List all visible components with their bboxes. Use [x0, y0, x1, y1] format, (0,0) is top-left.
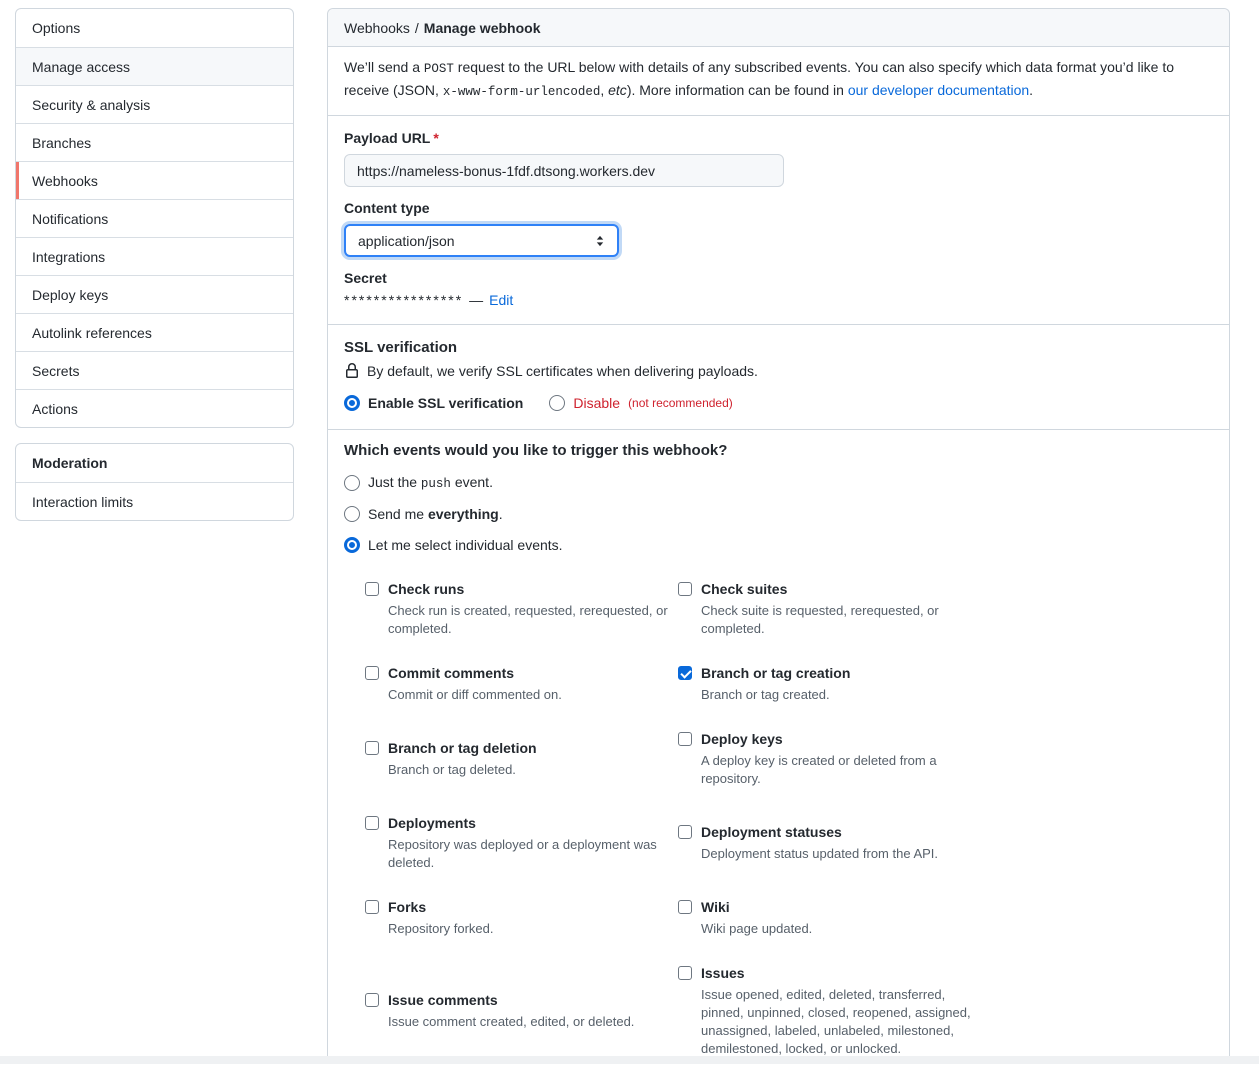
event-row[interactable]: [365, 580, 678, 599]
event-title: Check runs: [388, 581, 465, 597]
event-option-everything[interactable]: [344, 506, 1213, 522]
individual-events-radio[interactable]: [344, 537, 360, 553]
sidebar-item-webhooks[interactable]: [16, 161, 293, 199]
event-commit-comments: [365, 664, 678, 704]
webhook-form-section: [328, 116, 1229, 325]
secret-masked-value: ****************: [344, 292, 464, 308]
sidebar-item-label: Manage access: [32, 58, 131, 75]
event-description: Deployment status updated from the API.: [701, 846, 939, 861]
event-issues: [678, 964, 991, 1058]
breadcrumb-webhooks-link[interactable]: Webhooks: [344, 19, 410, 36]
event-description: Wiki page updated.: [701, 921, 813, 936]
ssl-verification-section: [328, 325, 1229, 430]
page-title: Manage webhook: [423, 19, 541, 36]
sidebar-item-options[interactable]: [16, 9, 293, 47]
sidebar-item-secrets[interactable]: [16, 351, 293, 389]
label-text: Payload URL: [344, 130, 431, 146]
moderation-nav-box: [15, 443, 294, 521]
urlencoded-code: x-www-form-urlencoded: [442, 85, 601, 99]
disable-ssl-note: (not recommended): [628, 396, 733, 410]
event-title: Wiki: [701, 899, 730, 915]
description-text: ). More information can be found in: [626, 82, 848, 98]
event-description: Issue opened, edited, deleted, transferred, pinned, unpinned, closed, reopened, assigned, unassigned, labeled, unlabeled, milestoned, demilestoned, locked, or unlocked.: [701, 987, 971, 1056]
sidebar-item-security-analysis[interactable]: [16, 85, 293, 123]
sidebar-item-label: Interaction limits: [32, 493, 134, 510]
required-asterisk: *: [433, 130, 439, 146]
everything-label: [368, 506, 503, 522]
just-push-label: [368, 474, 493, 491]
post-code: POST: [423, 62, 454, 76]
event-description: Check run is created, requested, rerequested, or completed.: [388, 603, 668, 636]
events-checkbox-grid: [365, 580, 1213, 1058]
sidebar-item-label: Security & analysis: [32, 96, 151, 113]
settings-sidebar: [15, 8, 294, 521]
payload-url-input[interactable]: [344, 154, 784, 187]
event-description: Commit or diff commented on.: [388, 687, 562, 702]
ssl-heading: SSL verification: [344, 339, 458, 356]
sidebar-item-label: Notifications: [32, 210, 109, 227]
breadcrumb-separator: /: [414, 19, 419, 36]
bottom-page-strip: [0, 1056, 1259, 1064]
payload-url-group: [344, 130, 1213, 187]
event-deployment-statuses: [678, 823, 991, 863]
event-row[interactable]: [365, 991, 678, 1010]
event-check-runs: [365, 580, 678, 638]
event-row[interactable]: [678, 823, 991, 842]
content-type-group: [344, 200, 1213, 257]
developer-documentation-link[interactable]: our developer documentation: [847, 82, 1030, 98]
wiki-checkbox[interactable]: [678, 900, 692, 914]
sidebar-item-notifications[interactable]: [16, 199, 293, 237]
description-text: .: [1029, 82, 1034, 98]
event-row[interactable]: [365, 664, 678, 683]
etc-text: etc: [608, 82, 627, 98]
secret-group: [344, 270, 1213, 308]
event-deployments: [365, 814, 678, 872]
sidebar-item-label: Webhooks: [32, 172, 98, 189]
event-description: A deploy key is created or deleted from a repository.: [701, 753, 937, 786]
issues-checkbox[interactable]: [678, 966, 692, 980]
event-wiki: [678, 898, 991, 938]
deployments-checkbox[interactable]: [365, 816, 379, 830]
settings-nav-box: [15, 8, 294, 428]
ssl-note: [344, 363, 1213, 379]
label-text: .: [498, 506, 503, 522]
label-text: Send me: [368, 506, 428, 522]
everything-radio[interactable]: [344, 506, 360, 522]
event-description: Check suite is requested, rerequested, or completed.: [701, 603, 939, 636]
event-title: Deployment statuses: [701, 824, 842, 840]
description-text: ,: [600, 82, 609, 98]
event-description: Branch or tag deleted.: [388, 762, 516, 777]
label-text: event.: [450, 474, 493, 490]
description-text: We’ll send a: [344, 59, 424, 75]
event-row[interactable]: [678, 730, 991, 749]
event-check-suites: [678, 580, 991, 638]
event-deploy-keys: [678, 730, 991, 788]
event-row[interactable]: [678, 580, 991, 599]
enable-ssl-option[interactable]: [344, 395, 523, 411]
content-type-select[interactable]: [344, 224, 619, 257]
content-type-label: Content type: [344, 200, 430, 216]
check-runs-checkbox[interactable]: [365, 582, 379, 596]
webhook-description: [328, 47, 1229, 116]
event-title: Issues: [701, 965, 745, 981]
event-issue-comments: [365, 991, 678, 1031]
individual-events-label: Let me select individual events.: [368, 537, 563, 553]
event-title: Branch or tag creation: [701, 665, 851, 681]
forks-checkbox[interactable]: [365, 900, 379, 914]
branch-tag-creation-checkbox[interactable]: [678, 666, 692, 680]
event-title: Commit comments: [388, 665, 515, 681]
sidebar-item-interaction-limits[interactable]: [16, 482, 293, 520]
description-text: request to the URL below with details of any subscribed events. You can also specify which data format you’d like to receive (JSON,: [344, 59, 1175, 98]
content-type-value: application/json: [358, 232, 455, 249]
label-text: Just the: [368, 474, 421, 490]
updown-caret-icon: [593, 234, 607, 248]
manage-webhook-panel: [327, 8, 1230, 1064]
secret-dash: —: [469, 292, 484, 308]
branch-tag-deletion-checkbox[interactable]: [365, 741, 379, 755]
event-option-individual[interactable]: [344, 537, 1213, 553]
check-suites-checkbox[interactable]: [678, 582, 692, 596]
sidebar-item-label: Branches: [32, 134, 92, 151]
deployment-statuses-checkbox[interactable]: [678, 825, 692, 839]
disable-ssl-option[interactable]: [549, 395, 732, 411]
secret-edit-link[interactable]: Edit: [489, 292, 514, 308]
ssl-note-text: By default, we verify SSL certificates when delivering payloads.: [367, 363, 758, 379]
event-row[interactable]: [678, 664, 991, 683]
event-title: Branch or tag deletion: [388, 740, 537, 756]
events-heading: Which events would you like to trigger this webhook?: [344, 442, 728, 459]
event-forks: [365, 898, 678, 938]
sidebar-item-autolink-references[interactable]: [16, 313, 293, 351]
enable-ssl-label: Enable SSL verification: [368, 395, 524, 411]
events-section: [328, 430, 1229, 1078]
disable-ssl-radio[interactable]: [549, 395, 565, 411]
commit-comments-checkbox[interactable]: [365, 666, 379, 680]
event-option-just-push[interactable]: [344, 474, 1213, 491]
everything-bold: everything: [427, 506, 499, 522]
secret-label: Secret: [344, 270, 387, 286]
sidebar-item-actions[interactable]: [16, 389, 293, 427]
just-push-radio[interactable]: [344, 475, 360, 491]
push-code: push: [420, 477, 451, 491]
sidebar-item-label: Options: [32, 20, 81, 36]
event-description: Branch or tag created.: [701, 687, 830, 702]
sidebar-item-label: Autolink references: [32, 324, 152, 341]
sidebar-item-label: Actions: [32, 400, 78, 417]
event-title: Check suites: [701, 581, 788, 597]
event-row[interactable]: [365, 814, 678, 833]
event-description: Issue comment created, edited, or deleted.: [388, 1014, 635, 1029]
enable-ssl-radio[interactable]: [344, 395, 360, 411]
sidebar-item-label: Deploy keys: [32, 286, 109, 303]
sidebar-item-manage-access[interactable]: [16, 47, 293, 85]
event-row[interactable]: [365, 898, 678, 917]
sidebar-item-label: Secrets: [32, 362, 80, 379]
sidebar-item-deploy-keys[interactable]: [16, 275, 293, 313]
disable-ssl-label: Disable: [573, 395, 621, 411]
event-row[interactable]: [678, 898, 991, 917]
ssl-radio-group: [344, 395, 1213, 411]
deploy-keys-checkbox[interactable]: [678, 732, 692, 746]
sidebar-item-branches[interactable]: [16, 123, 293, 161]
payload-url-label: [344, 130, 1213, 146]
event-branch-tag-creation: [678, 664, 991, 704]
sidebar-item-label: Integrations: [32, 248, 106, 265]
event-title: Forks: [388, 899, 427, 915]
event-title: Issue comments: [388, 992, 498, 1008]
event-title: Deployments: [388, 815, 476, 831]
sidebar-item-integrations[interactable]: [16, 237, 293, 275]
breadcrumb: [328, 9, 1229, 47]
event-title: Deploy keys: [701, 731, 783, 747]
lock-icon: [344, 363, 360, 379]
issue-comments-checkbox[interactable]: [365, 993, 379, 1007]
event-branch-tag-deletion: [365, 739, 678, 779]
event-description: Repository forked.: [388, 921, 494, 936]
moderation-section-header: Moderation: [32, 455, 108, 471]
event-description: Repository was deployed or a deployment was deleted.: [388, 837, 657, 870]
event-row[interactable]: [678, 964, 991, 983]
secret-row: [344, 292, 1213, 308]
event-row[interactable]: [365, 739, 678, 758]
